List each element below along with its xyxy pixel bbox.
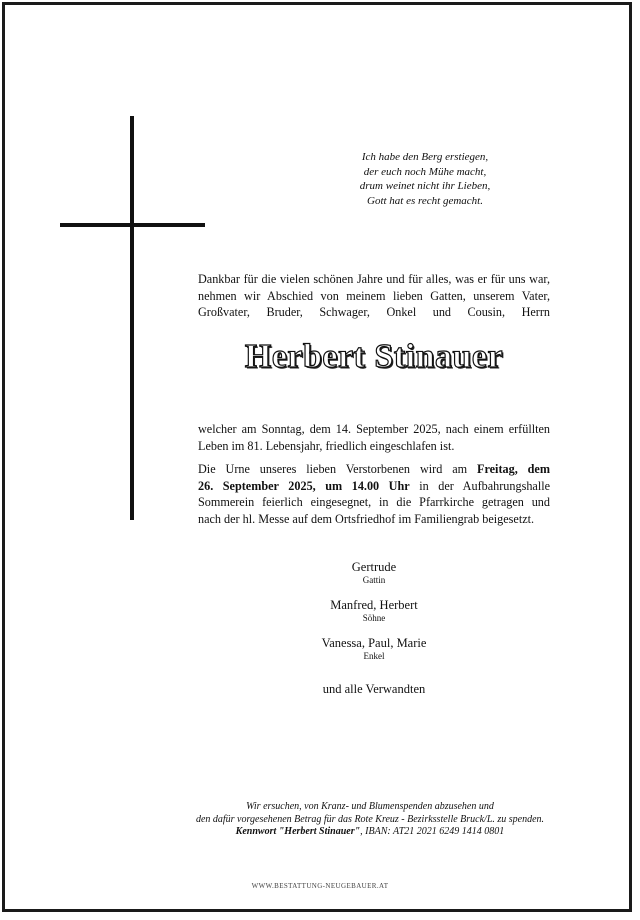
funeral-line — [198, 478, 550, 495]
family-role: Enkel — [363, 651, 385, 661]
family-role: Gattin — [362, 575, 386, 585]
poem — [330, 150, 520, 208]
intro-line: Großvater, Bruder, Schwager, Onkel und Cousin, Herrn — [198, 305, 550, 319]
passing-line: welcher am Sonntag, dem 14. September 2025, nach einem erfüllten — [198, 422, 550, 436]
family-names: Gertrude — [351, 560, 397, 574]
intro-line: nehmen wir Abschied von meinem lieben Gatten, unserem Vater, — [198, 288, 550, 303]
poem-line: Gott hat es recht gemacht. — [367, 194, 483, 207]
family-entry — [198, 598, 550, 624]
page-border — [2, 2, 632, 912]
funeral-line — [198, 461, 550, 478]
donation-note — [160, 801, 580, 839]
funeral-line: nach der hl. Messe auf dem Ortsfriedhof im Familiengrab beigesetzt. — [198, 511, 535, 526]
family-list — [198, 560, 550, 697]
poem-line: der euch noch Mühe macht, — [363, 165, 487, 178]
funeral-day: Freitag, dem — [477, 462, 550, 476]
funeral-date-time: 26. September 2025, um 14.00 Uhr — [198, 478, 410, 493]
passing-paragraph — [198, 421, 550, 454]
donation-iban: , IBAN: AT21 2021 6249 1414 0801 — [360, 826, 505, 837]
family-entry — [198, 560, 550, 586]
family-names: Vanessa, Paul, Marie — [321, 636, 427, 650]
poem-line: Ich habe den Berg erstiegen, — [361, 151, 489, 163]
relatives-line: und alle Verwandten — [322, 682, 426, 696]
passing-line: Leben im 81. Lebensjahr, friedlich eingeschlafen ist. — [198, 438, 455, 453]
intro-text — [198, 271, 550, 321]
poem-line: drum weinet nicht ihr Lieben, — [359, 180, 491, 192]
footer-line: Wir ersuchen, von Kranz- und Blumenspenden abzusehen und — [246, 801, 494, 812]
family-role: Söhne — [362, 613, 386, 623]
website-url: WWW.BESTATTUNG-NEUGEBAUER.AT — [251, 882, 389, 890]
funeral-text: Die Urne unseres lieben Verstorbenen wird am — [198, 462, 478, 476]
family-entry — [198, 636, 550, 662]
funeral-text: in der Aufbahrungshalle — [409, 478, 551, 493]
footer-line — [160, 826, 580, 839]
funeral-line: Sommerein feierlich eingesegnet, in die Pfarrkirche getragen und — [198, 495, 550, 509]
footer-line: den dafür vorgesehenen Betrag für das Rote Kreuz - Bezirksstelle Bruck/L. zu spenden. — [195, 813, 545, 825]
funeral-paragraph — [198, 461, 550, 527]
family-names: Manfred, Herbert — [330, 598, 418, 612]
cross-vertical-bar — [130, 116, 134, 520]
deceased-name: Herbert Stinauer — [244, 338, 504, 375]
cross-horizontal-bar — [60, 223, 205, 227]
intro-line: Dankbar für die vielen schönen Jahre und für alles, was er für uns war, — [198, 272, 550, 286]
donation-keyword: Kennwort "Herbert Stinauer" — [235, 826, 361, 837]
